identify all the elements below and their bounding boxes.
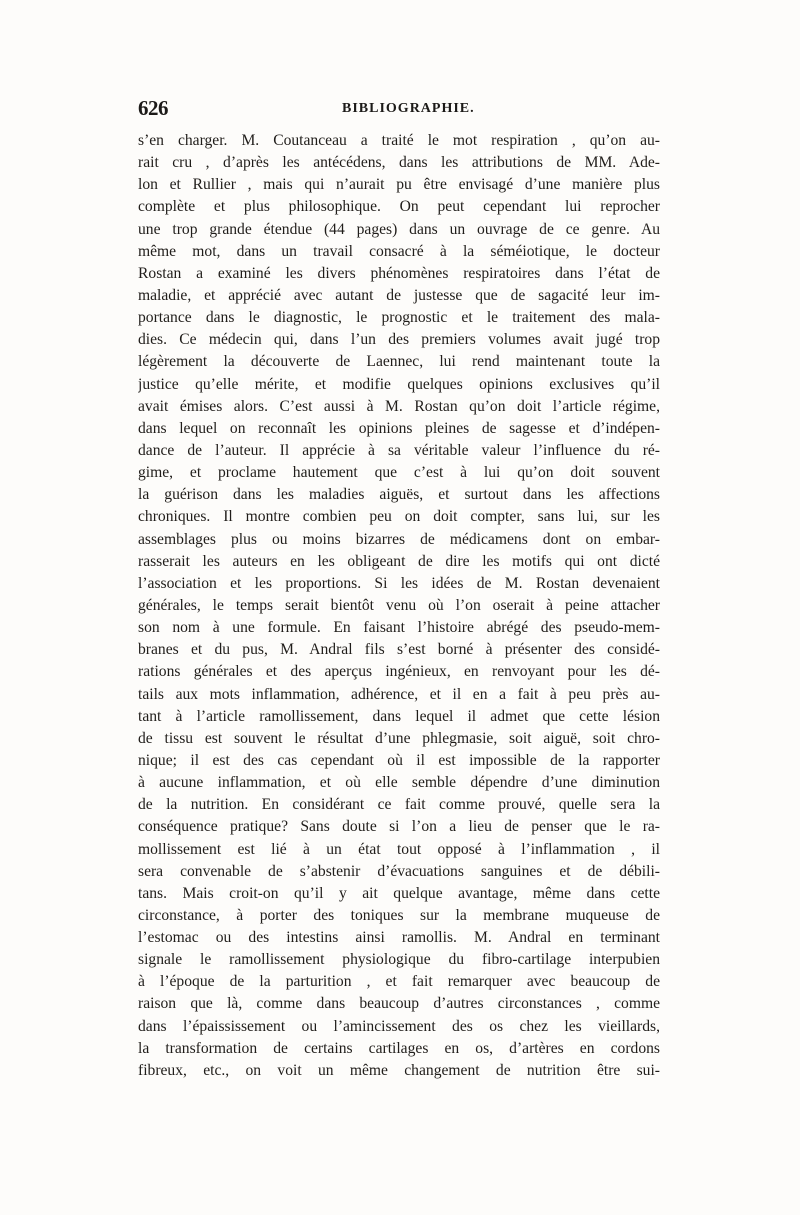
text-line: conséquence pratique? Sans doute si l’on a lieu de penser que le ra- bbox=[138, 818, 660, 836]
page-number: 626 bbox=[138, 96, 168, 120]
text-line: portance dans le diagnostic, le prognostic et le traitement des mala- bbox=[138, 309, 660, 327]
text-line: tans. Mais croit-on qu’il y ait quelque avantage, même dans cette bbox=[138, 884, 660, 902]
text-line: tant à l’article ramollissement, dans lequel il admet que cette lésion bbox=[138, 707, 660, 725]
text-line: complète et plus philosophique. On peut cependant lui reprocher bbox=[138, 198, 660, 216]
running-head: BIBLIOGRAPHIE. bbox=[342, 101, 475, 116]
text-line: l’association et les proportions. Si les idées de M. Rostan devenaient bbox=[138, 574, 660, 592]
text-line: avait émises alors. C’est aussi à M. Rostan qu’on doit l’article régime, bbox=[138, 397, 660, 415]
text-line: à l’époque de la parturition , et fait remarquer avec beaucoup de bbox=[138, 973, 660, 991]
text-line: lon et Rullier , mais qui n’aurait pu être envisagé d’une manière plus bbox=[138, 176, 660, 194]
text-line: branes et du pus, M. Andral fils s’est borné à présenter des considé- bbox=[138, 641, 660, 659]
text-line: l’estomac ou des intestins ainsi ramollis. M. Andral en terminant bbox=[138, 929, 660, 947]
text-line: dies. Ce médecin qui, dans l’un des premiers volumes avait jugé trop bbox=[138, 331, 660, 349]
text-line: s’en charger. M. Coutanceau a traité le mot respiration , qu’on au- bbox=[138, 132, 660, 149]
text-line: Rostan a examiné les divers phénomènes respiratoires dans l’état de bbox=[138, 264, 660, 282]
text-line: même mot, dans un travail consacré à la séméiotique, le docteur bbox=[138, 242, 660, 260]
text-line: une trop grande étendue (44 pages) dans un ouvrage de ce genre. Au bbox=[138, 220, 660, 238]
text-line: chroniques. Il montre combien peu on doit compter, sans lui, sur les bbox=[138, 508, 660, 526]
text-line: de tissu est souvent le résultat d’une phlegmasie, soit aiguë, soit chro- bbox=[138, 729, 660, 747]
text-line: maladie, et apprécié avec autant de justesse que de sagacité leur im- bbox=[138, 286, 660, 304]
text-line: dans l’épaississement ou l’amincissement des os chez les vieillards, bbox=[138, 1017, 660, 1035]
text-line: gime, et proclame hautement que c’est à lui qu’on doit souvent bbox=[138, 464, 660, 482]
text-line: à aucune inflammation, et où elle semble dépendre d’une diminution bbox=[138, 774, 660, 792]
text-line: la transformation de certains cartilages en os, d’artères en cordons bbox=[138, 1039, 660, 1057]
text-line: son nom à une formule. En faisant l’histoire abrégé des pseudo-mem- bbox=[138, 619, 660, 637]
text-line: générales, le temps serait bientôt venu où l’on oserait à peine attacher bbox=[138, 596, 660, 614]
text-line: raison que là, comme dans beaucoup d’autres circonstances , comme bbox=[138, 995, 660, 1013]
text-line: mollissement est lié à un état tout opposé à l’inflammation , il bbox=[138, 840, 660, 858]
text-line: assemblages plus ou moins bizarres de médicamens dont on embar- bbox=[138, 530, 660, 548]
text-line: fibreux, etc., on voit un même changement de nutrition être sui- bbox=[138, 1061, 660, 1079]
text-line: rations générales et des aperçus ingénieux, en renvoyant pour les dé- bbox=[138, 663, 660, 681]
text-line: justice qu’elle mérite, et modifie quelques opinions exclusives qu’il bbox=[138, 375, 660, 393]
text-line: sera convenable de s’abstenir d’évacuations sanguines et de débili- bbox=[138, 862, 660, 880]
page-header bbox=[138, 96, 658, 124]
text-line: dance de l’auteur. Il apprécie à sa véritable valeur l’influence du ré- bbox=[138, 441, 660, 459]
text-line: nique; il est des cas cependant où il est impossible de la rapporter bbox=[138, 751, 660, 769]
text-line: rasserait les auteurs en les obligeant de dire les motifs qui ont dicté bbox=[138, 552, 660, 570]
text-line: la guérison dans les maladies aiguës, et surtout dans les affections bbox=[138, 486, 660, 504]
text-line: rait cru , d’après les antécédens, dans les attributions de MM. Ade- bbox=[138, 154, 660, 172]
body-text bbox=[138, 130, 660, 1082]
text-line: de la nutrition. En considérant ce fait comme prouvé, quelle sera la bbox=[138, 796, 660, 814]
text-line: tails aux mots inflammation, adhérence, et il en a fait à peu près au- bbox=[138, 685, 660, 703]
text-line: dans lequel on reconnaît les opinions pleines de sagesse et d’indépen- bbox=[138, 419, 660, 437]
text-line: signale le ramollissement physiologique du fibro-cartilage interpubien bbox=[138, 951, 660, 969]
text-line: légèrement la découverte de Laennec, lui rend maintenant toute la bbox=[138, 353, 660, 371]
text-line: circonstance, à porter des toniques sur la membrane muqueuse de bbox=[138, 906, 660, 924]
